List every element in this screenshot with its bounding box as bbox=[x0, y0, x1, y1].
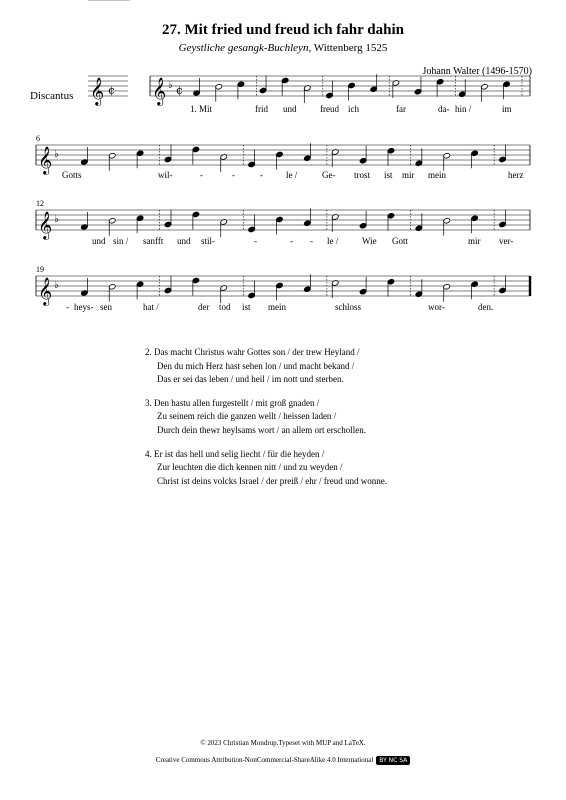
flat-key-signature: ♭ bbox=[168, 80, 173, 91]
stanza-line: Den du mich Herz hast sehen lon / und macht bekand / bbox=[157, 360, 355, 371]
stanza-line: Christ ist deins volcks Israel / der preiß / ehr / freud und wonne. bbox=[157, 475, 387, 486]
stanza-line: Das er sei das leben / und heil / im nott und sterben. bbox=[157, 374, 344, 385]
lyric: mir bbox=[402, 170, 415, 180]
lyric: le / bbox=[286, 170, 298, 180]
lyric: - bbox=[66, 302, 69, 312]
lyrics-row-4 bbox=[0, 302, 566, 316]
stanza-line: 3. Den hastu allen furgestellt / mit groß gnaden / bbox=[145, 397, 320, 408]
flat-key-signature: ♭ bbox=[54, 280, 59, 291]
lyric: wil- bbox=[158, 170, 173, 180]
lyric: ist bbox=[242, 302, 251, 312]
lyric: Ge- bbox=[322, 170, 336, 180]
treble-clef: 𝄞 bbox=[38, 146, 53, 174]
lyric: mir bbox=[468, 236, 481, 246]
lyric: mein bbox=[268, 302, 286, 312]
lyric: ich bbox=[348, 104, 359, 114]
cc-license-icon: BY NC SA bbox=[376, 756, 410, 765]
lyric: mein bbox=[428, 170, 446, 180]
lyric: heys- bbox=[74, 302, 94, 312]
cut-time-signature: ¢ bbox=[108, 84, 115, 97]
stanza-line: 4. Er ist das hell und selig liecht / für die heyden / bbox=[145, 448, 325, 459]
staves bbox=[36, 0, 530, 306]
stanza-2 bbox=[145, 346, 387, 387]
lyric: im bbox=[502, 104, 512, 114]
lyric: und bbox=[92, 236, 106, 246]
lyric: Wie bbox=[362, 236, 377, 246]
lyric: ist bbox=[384, 170, 393, 180]
lyric: - bbox=[232, 170, 235, 180]
lyric: far bbox=[396, 104, 406, 114]
treble-clef: 𝄞 bbox=[152, 77, 167, 105]
lyric: tod bbox=[219, 302, 231, 312]
lyric: - bbox=[260, 170, 263, 180]
lyric: 1. Mit bbox=[190, 104, 213, 114]
stanza-line: Zur leuchten die dich kennen nitt / und zu weyden / bbox=[157, 462, 343, 473]
copyright-notice: © 2023 Christian Mondrup.Typeset with MUP and LaTeX. bbox=[200, 739, 366, 747]
stanza-3 bbox=[145, 397, 387, 438]
lyric: und bbox=[283, 104, 297, 114]
lyric: der bbox=[198, 302, 210, 312]
stanza-line: 2. Das macht Christus wahr Gottes son / der trew Heyland / bbox=[145, 347, 360, 357]
lyric: le / bbox=[327, 236, 339, 246]
part-name: Discantus bbox=[30, 90, 74, 102]
treble-clef: 𝄞 bbox=[90, 77, 105, 105]
treble-clef: 𝄞 bbox=[38, 211, 53, 239]
lyric: da- bbox=[438, 104, 450, 114]
lyric: schloss bbox=[335, 302, 362, 312]
lyric: sin / bbox=[113, 236, 129, 246]
measure-number-19: 19 bbox=[36, 265, 44, 274]
stanza-4 bbox=[145, 448, 387, 489]
license-line bbox=[0, 756, 566, 765]
license-text: Creative Commons Attribution-NonCommercial-ShareAlike 4.0 International bbox=[155, 756, 374, 765]
lyric: sanfft bbox=[143, 236, 164, 246]
lyric: wor- bbox=[428, 302, 445, 312]
lyrics-row-1 bbox=[0, 104, 566, 118]
lyric: den. bbox=[478, 302, 494, 312]
stanza-line: Zu seinem reich die ganzen wellt / heissen laden / bbox=[157, 411, 337, 422]
flat-key-signature: ♭ bbox=[54, 149, 59, 160]
flat-key-signature: ♭ bbox=[54, 214, 59, 225]
lyrics-row-2 bbox=[0, 170, 566, 184]
lyric: - bbox=[290, 236, 293, 246]
lyric: ver- bbox=[499, 236, 514, 246]
lyric: hin / bbox=[455, 104, 472, 114]
lyric: stil- bbox=[201, 236, 216, 246]
lyric: - bbox=[310, 236, 313, 246]
lyric: frid bbox=[255, 104, 268, 114]
lyric: trost bbox=[354, 170, 371, 180]
additional-stanzas bbox=[145, 346, 387, 498]
treble-clef: 𝄞 bbox=[38, 277, 53, 305]
source-title: Geystliche gesangk-Buchleyn, bbox=[178, 42, 312, 54]
lyric: hat / bbox=[143, 302, 159, 312]
lyric: Gotts bbox=[62, 170, 82, 180]
measure-number-6: 6 bbox=[36, 134, 40, 143]
song-title: 27. Mit fried und freud ich fahr dahin bbox=[162, 22, 404, 38]
stanza-line: Durch dein thewr heylsams wort / an allem ort erschollen. bbox=[157, 424, 366, 435]
lyrics-row-3 bbox=[0, 236, 566, 250]
lyric: sen bbox=[100, 302, 112, 312]
lyric: Gott bbox=[392, 236, 409, 246]
lyric: - bbox=[200, 170, 203, 180]
lyric: freud bbox=[320, 104, 339, 114]
source-place: Wittenberg 1525 bbox=[311, 42, 388, 54]
composer-credit: Johann Walter (1496-1570) bbox=[422, 66, 532, 77]
lyric: und bbox=[177, 236, 191, 246]
cut-time-signature: ¢ bbox=[176, 84, 183, 97]
score bbox=[0, 0, 566, 330]
measure-number-12: 12 bbox=[36, 199, 44, 208]
lyric: - bbox=[254, 236, 257, 246]
lyric: herz bbox=[508, 170, 524, 180]
